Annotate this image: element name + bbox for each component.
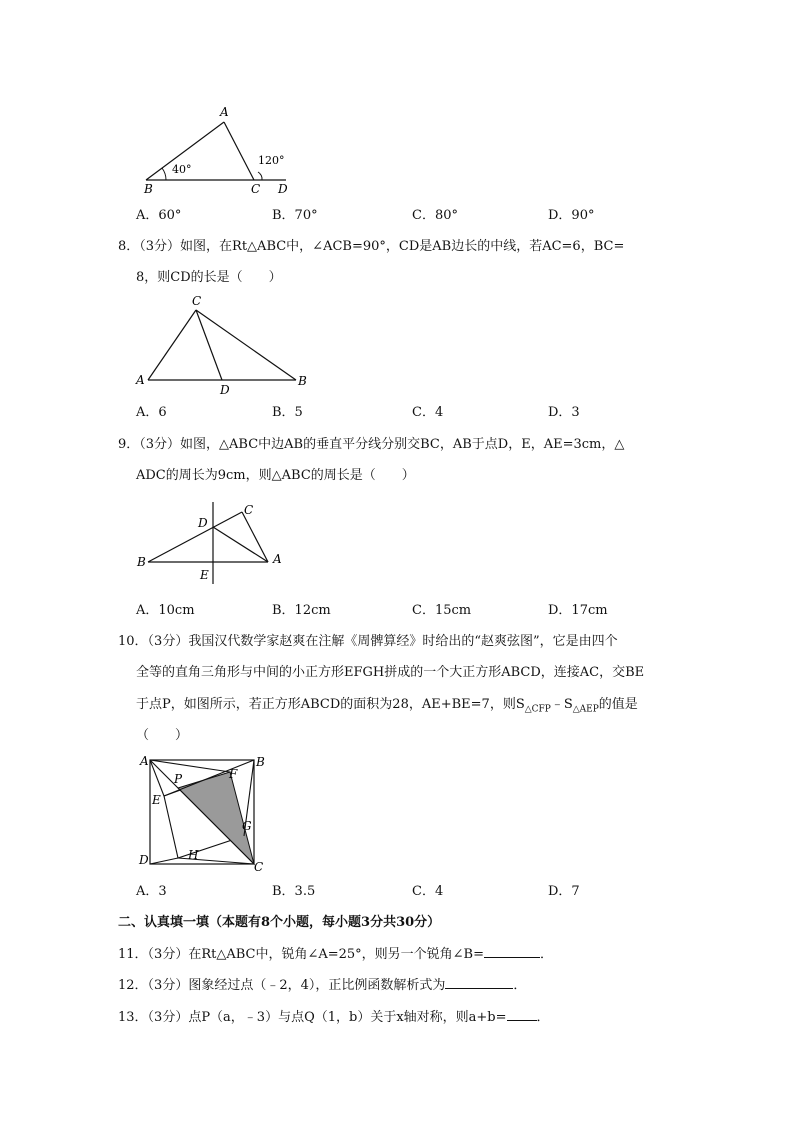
q8-label-a: A xyxy=(136,373,145,387)
q9-label-a: A xyxy=(273,552,282,566)
q7-label-c: C xyxy=(251,182,261,196)
q8-median-cd xyxy=(196,310,222,380)
q9-label-e: E xyxy=(200,568,209,582)
q10-label-b: B xyxy=(256,755,265,769)
q11-text: 11．（3分）在Rt△ABC中，锐角∠A=25°，则另一个锐角∠B= xyxy=(118,947,485,962)
q9-side-ca xyxy=(242,512,268,562)
q8-option-c[interactable]: C．4 xyxy=(412,405,444,420)
q7-label-d: D xyxy=(278,182,288,196)
q10-label-h: H xyxy=(188,848,199,862)
q7-figure xyxy=(136,100,296,200)
q8-stem-line2: 8，则CD的长是（ ） xyxy=(136,270,282,285)
q9-label-c: C xyxy=(244,503,254,517)
q10-stem-line3-mid: ﹣S xyxy=(550,697,573,712)
q8-side-ac xyxy=(148,310,196,380)
q10-label-d: D xyxy=(139,853,149,867)
q11-stem xyxy=(118,945,553,964)
q10-option-b[interactable]: B．3.5 xyxy=(272,884,316,899)
q9-label-d: D xyxy=(198,516,208,530)
q10-label-p: P xyxy=(174,772,183,786)
q9-option-d[interactable]: D．17cm xyxy=(548,603,608,618)
q10-figure xyxy=(136,750,276,874)
q9-stem-line1: 9．（3分）如图，△ABC中边AB的垂直平分线分别交BC，AB于点D，E，AE=3cm，△ xyxy=(118,437,625,452)
q11-period: ． xyxy=(540,947,554,962)
q7-option-a[interactable]: A．60° xyxy=(136,208,182,223)
q7-side-ac xyxy=(224,122,254,180)
q13-text: 13．（3分）点P（a，﹣3）与点Q（1，b）关于x轴对称，则a+b= xyxy=(118,1010,507,1025)
q10-subscript-cfp: △CFP xyxy=(524,704,551,715)
q10-stem-line3-post: 的值是 xyxy=(598,697,638,712)
q10-option-a[interactable]: A．3 xyxy=(136,884,167,899)
q9-option-a[interactable]: A．10cm xyxy=(136,603,195,618)
q10-segment-dh xyxy=(150,858,178,864)
q12-stem xyxy=(118,976,526,995)
q10-option-d[interactable]: D．7 xyxy=(548,884,580,899)
q7-option-b[interactable]: B．70° xyxy=(272,208,318,223)
q10-stem-line3 xyxy=(136,696,638,719)
q7-angle-c-value: 120° xyxy=(258,154,285,167)
q10-label-e: E xyxy=(152,793,161,807)
q8-figure xyxy=(134,290,314,400)
q10-label-c: C xyxy=(254,860,264,874)
q10-subscript-aep: △AEP xyxy=(572,704,599,715)
q8-option-a[interactable]: A．6 xyxy=(136,405,167,420)
q10-stem-line1: 10．（3分）我国汉代数学家赵爽在注解《周髀算经》时给出的“赵爽弦图”，它是由四个 xyxy=(118,634,618,649)
q7-label-a: A xyxy=(220,105,229,119)
q8-label-d: D xyxy=(220,383,230,397)
q13-period: ． xyxy=(536,1010,550,1025)
q7-label-b: B xyxy=(144,182,153,196)
q8-option-b[interactable]: B．5 xyxy=(272,405,303,420)
q10-stem-line2: 全等的直角三角形与中间的小正方形EFGH拼成的一个大正方形ABCD，连接AC，交BE xyxy=(136,665,645,680)
q10-segment-af xyxy=(150,760,230,772)
q10-stem-line4: （ ） xyxy=(136,728,189,743)
q10-label-g: G xyxy=(242,819,252,833)
q9-option-c[interactable]: C．15cm xyxy=(412,603,472,618)
q7-angle-c-arc xyxy=(258,172,262,180)
q10-label-a: A xyxy=(140,754,149,768)
q8-label-c: C xyxy=(192,294,202,308)
q9-segment-da xyxy=(213,527,268,562)
q13-stem xyxy=(118,1008,550,1027)
q10-label-f: F xyxy=(229,767,238,781)
q12-period: ． xyxy=(513,978,527,993)
q12-text: 12．（3分）图象经过点（﹣2，4），正比例函数解析式为 xyxy=(118,978,446,993)
section-2-heading: 二、认真填一填（本题有8个小题，每小题3分共30分） xyxy=(118,915,441,930)
q13-answer-blank[interactable] xyxy=(507,1008,537,1021)
q8-side-cb xyxy=(196,310,296,380)
q11-answer-blank[interactable] xyxy=(484,945,540,958)
q10-stem-line3-pre: 于点P，如图所示，若正方形ABCD的面积为28，AE+BE=7，则S xyxy=(136,697,525,712)
q8-label-b: B xyxy=(298,374,307,388)
q9-label-b: B xyxy=(137,555,146,569)
q10-option-c[interactable]: C．4 xyxy=(412,884,444,899)
q7-option-c[interactable]: C．80° xyxy=(412,208,458,223)
q7-angle-b-arc xyxy=(162,168,166,180)
q8-stem-line1: 8．（3分）如图，在Rt△ABC中，∠ACB=90°，CD是AB边长的中线，若AC=6，BC= xyxy=(118,239,625,254)
q7-option-d[interactable]: D．90° xyxy=(548,208,595,223)
q8-option-d[interactable]: D．3 xyxy=(548,405,580,420)
q9-figure xyxy=(134,498,294,590)
q9-option-b[interactable]: B．12cm xyxy=(272,603,331,618)
q12-answer-blank[interactable] xyxy=(445,976,513,989)
q7-angle-b-value: 40° xyxy=(172,163,192,176)
q10-segment-ae xyxy=(150,760,164,796)
q9-stem-line2: ADC的周长为9cm，则△ABC的周长是（ ） xyxy=(136,468,415,483)
